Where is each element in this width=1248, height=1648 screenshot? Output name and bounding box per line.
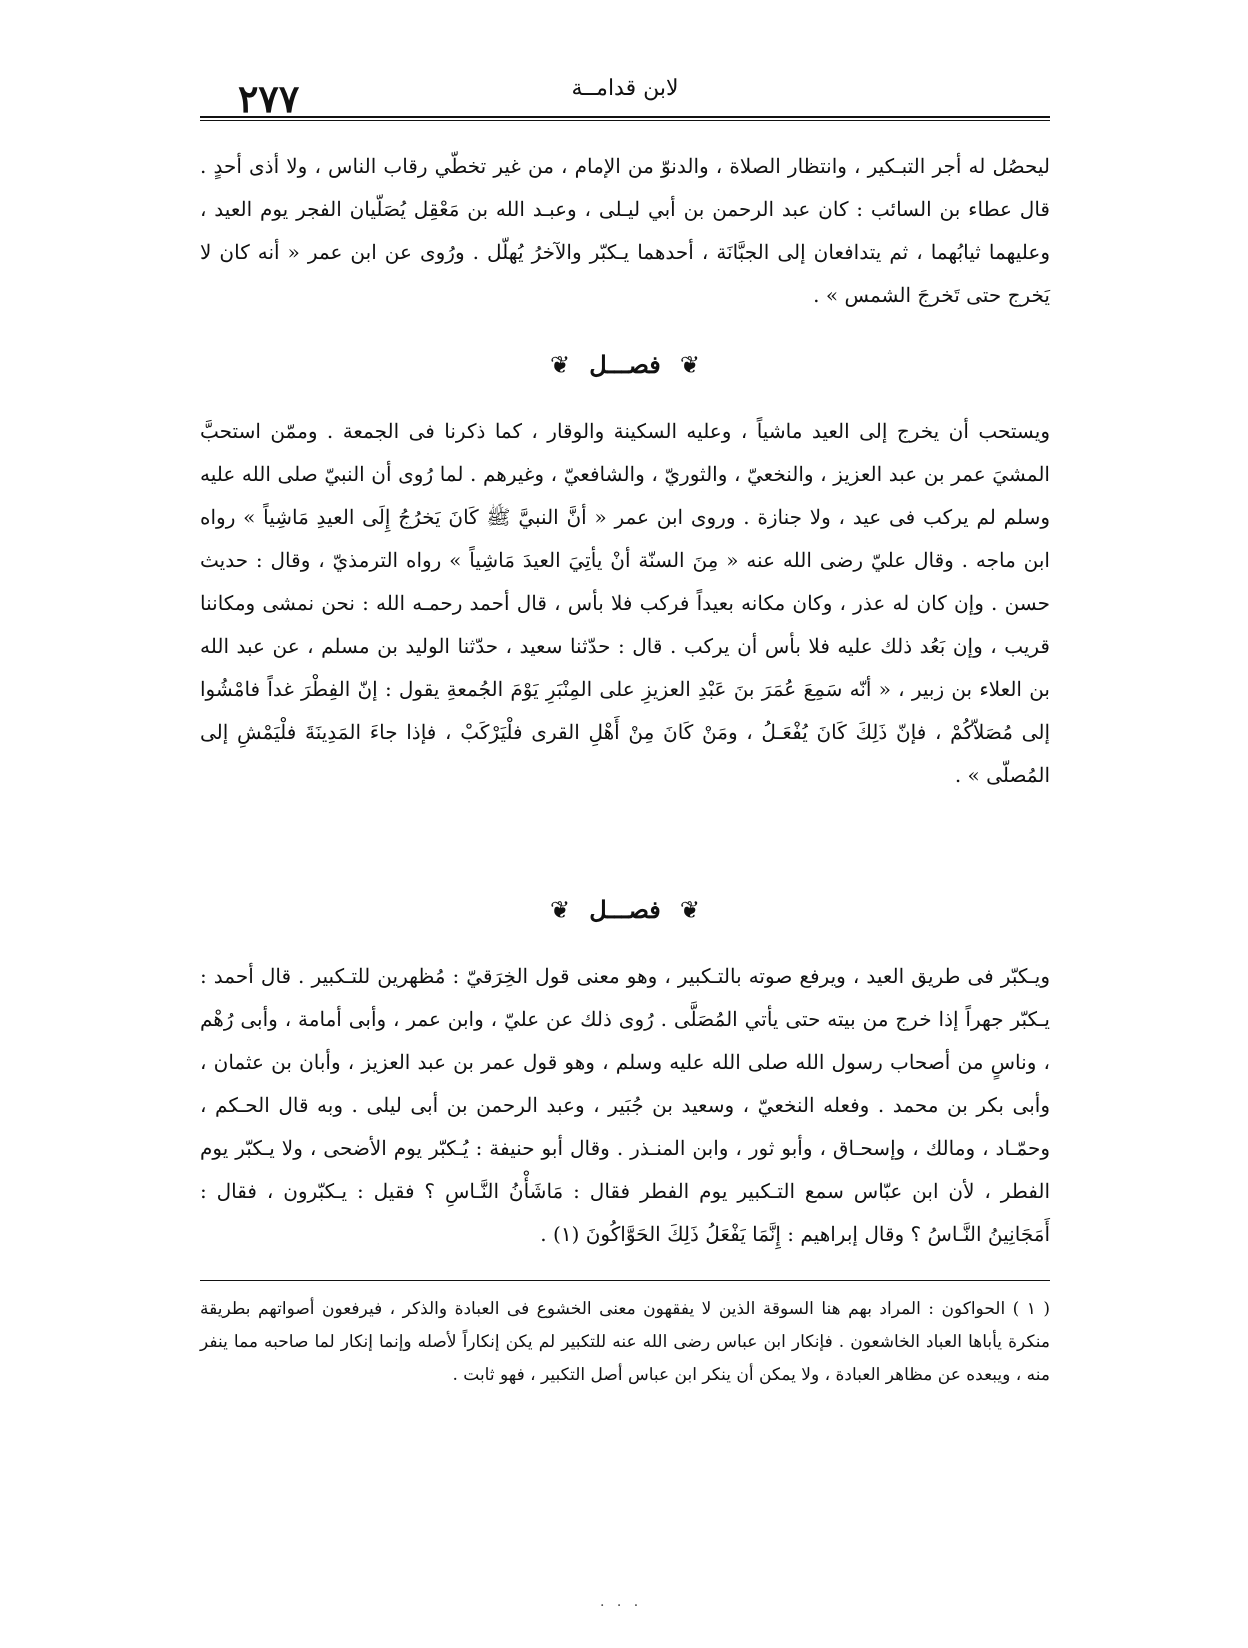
running-head xyxy=(200,58,1050,121)
paragraph-2: ويستحب أن يخرج إلى العيد ماشياً ، وعليه السكينة والوقار ، كما ذكرنا فى الجمعة . وممّن استحبَّ المشيَ عمر بن عبد العزيز ، والنخعيّ ، والثوريّ ، والشافعيّ ، وغيرهم . لما رُوى أن النبيّ صلى الله عليه وسلم لم يركب فى عيد ، ولا جنازة . وروى ابن عمر « أنَّ النبيَّ ﷺ كَانَ يَخرُجُ إِلَى العيدِ مَاشِياً » رواه ابن ماجه . وقال عليّ رضى الله عنه « مِنَ السنّة أنْ يأتِيَ العيدَ مَاشِياً » رواه الترمذيّ ، وقال : حديث حسن . وإن كان له عذر ، وكان مكانه بعيداً فركب فلا بأس ، قال أحمد رحمـه الله : نحن نمشى ومكاننا قريب ، وإن بَعُد ذلك عليه فلا بأس أن يركب . قال : حدّثنا سعيد ، حدّثنا الوليد بن مسلم ، عن عبد الله بن العلاء بن زبير ، « أنّه سَمِعَ عُمَرَ بنَ عَبْدِ العزيزِ على المِنْبَرِ يَوْمَ الجُمعةِ يقول : إنّ الفِطْرَ غداً فامْشُوا إلى مُصَلاّكُمْ ، فإنّ ذَلِكَ كَانَ يُفْعَـلُ ، ومَنْ كَانَ مِنْ أَهْلِ القرى فلْيَرْكَبْ ، فإذا جاءَ المَدِينَةَ فلْيَمْشِ إلى المُصلّى » . xyxy=(200,419,1051,787)
running-title: لابن قدامــة xyxy=(571,76,679,101)
paragraph-3: ويـكبّر فى طريق العيد ، ويرفع صوته بالتـكبير ، وهو معنى قول الخِرَقيّ : مُظهرين للتـكبير . قال أحمد : يـكبّر جهراً إذا خرج من بيته حتى يأتي المُصَلَّى . رُوى ذلك عن عليّ ، وابن عمر ، وأبى أمامة ، وأبى رُهْم ، وناسٍ من أصحاب رسول الله صلى الله عليه وسلم ، وهو قول عمر بن عبد العزيز ، وأبان بن عثمان ، وأبى بكر بن محمد . وفعله النخعيّ ، وسعيد بن جُبَير ، وعبد الرحمن بن أبى ليلى . وبه قال الحـكم ، وحمّـاد ، ومالك ، وإسحـاق ، وأبو ثور ، وابن المنـذر . وقال أبو حنيفة : يُـكبّر يوم الأضحى ، ولا يـكبّر يوم الفطر ، لأن ابن عبّاس سمع التـكبير يوم الفطر فقال : مَاشَأْنُ النَّـاسِ ؟ فقيل : يـكبّرون ، فقال : أَمَجَانِينُ النَّـاسُ ؟ وقال إبراهيم : إِنَّمَا يَفْعَلُ ذَلِكَ الحَوَّاكُونَ (١) . xyxy=(200,964,1050,1246)
footnote-rule xyxy=(200,1280,1050,1281)
footnote: ( ١ ) الحواكون : المراد بهم هنا السوقة الذين لا يفقهون معنى الخشوع فى العبادة والذكر ، فيرفعون أصواتهم بطريقة منكرة يأباها العباد الخاشعون . فإنكار ابن عباس رضى الله عنه للتكبير لم يكن إنكاراً لأصله وإنما إنكار لما صاحبه مما ينفر منه ، ويبعده عن مظاهر العبادة ، ولا يمكن أن ينكر ابن عباس أصل التكبير ، فهو ثابت . xyxy=(200,1299,1050,1385)
section-heading-label: فصـــل xyxy=(589,350,661,379)
header-rule xyxy=(200,116,1050,121)
bottom-marks: · · · xyxy=(600,1598,643,1614)
ornament-left-icon: ❦ xyxy=(550,350,571,379)
section-heading-1 xyxy=(200,350,1050,390)
ornament-right-icon: ❦ xyxy=(679,895,700,924)
paragraph-1: ليحصُل له أجر التبـكير ، وانتظار الصلاة ، والدنوّ من الإمام ، من غير تخطّي رقاب الناس ، ولا أذى أحدٍ . قال عطاء بن السائب : كان عبد الرحمن بن أبي ليـلى ، وعبـد الله بن مَعْقِل يُصَلّيان الفجر يوم العيد ، وعليهما ثيابُهما ، ثم يتدافعان إلى الجبَّانَة ، أحدهما يـكبّر والآخرُ يُهلّل . ورُوى عن ابن عمر « أنه كان لا يَخرج حتى تَخرجَ الشمس » . xyxy=(200,154,1050,307)
page-number: ٢٧٧ xyxy=(238,76,300,121)
section-heading-label: فصـــل xyxy=(589,895,661,924)
section-heading-2 xyxy=(200,895,1050,935)
ornament-right-icon: ❦ xyxy=(679,350,700,379)
ornament-left-icon: ❦ xyxy=(550,895,571,924)
